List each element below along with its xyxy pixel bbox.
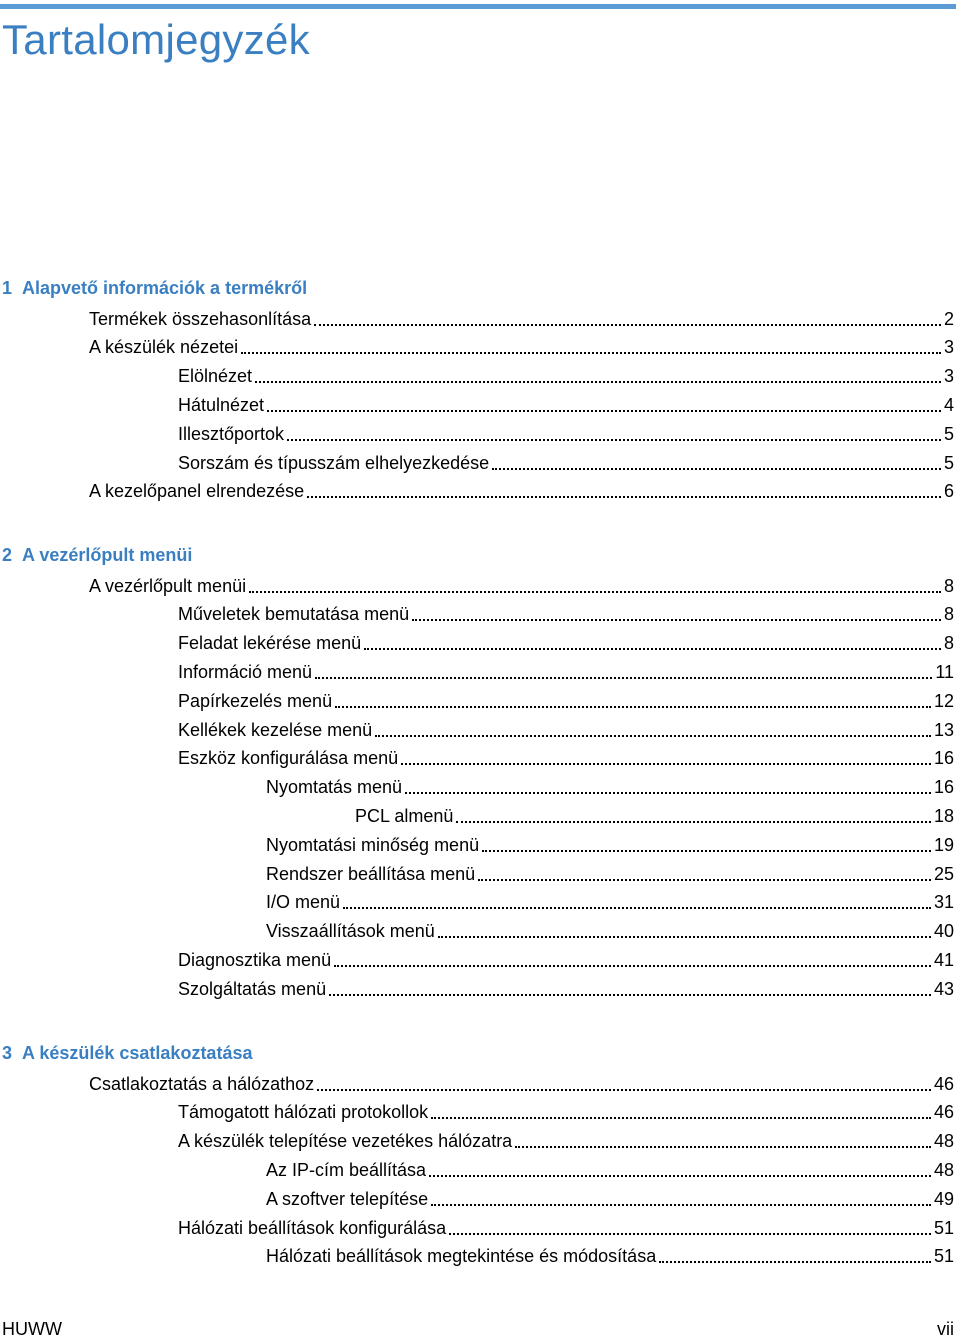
chapter-title: A vezérlőpult menüi — [22, 545, 193, 565]
toc-entry[interactable] — [266, 1157, 954, 1183]
toc-entry-label: A szoftver telepítése — [266, 1188, 429, 1209]
toc-entry-page: 6 — [943, 481, 954, 502]
chapter-title: A készülék csatlakoztatása — [22, 1043, 253, 1063]
toc-entry-page: 48 — [933, 1131, 954, 1152]
toc-entry[interactable] — [355, 803, 954, 829]
toc-entry-label: Információ menü — [178, 661, 313, 682]
toc-entry[interactable] — [89, 1071, 954, 1097]
toc-entry-page: 3 — [943, 337, 954, 358]
toc-entry-page: 5 — [943, 452, 954, 473]
toc-entry-label: Támogatott hálózati protokollok — [178, 1102, 429, 1123]
toc-entry-page: 8 — [943, 575, 954, 596]
chapter-number: 3 — [2, 1043, 13, 1063]
toc-entry-label: A kezelőpanel elrendezése — [89, 481, 305, 502]
dot-leader — [334, 965, 931, 967]
toc-entry[interactable] — [178, 1215, 954, 1241]
top-rule — [0, 4, 956, 9]
dot-leader — [375, 735, 931, 737]
dot-leader — [335, 706, 931, 708]
toc-entry[interactable] — [266, 861, 954, 887]
toc-entry-label: Papírkezelés menü — [178, 690, 333, 711]
toc-entry-label: A vezérlőpult menüi — [89, 575, 247, 596]
toc-entry-label: PCL almenü — [355, 805, 454, 826]
toc-entry[interactable] — [178, 601, 954, 627]
toc-entry[interactable] — [266, 1186, 954, 1212]
toc-entry-page: 11 — [935, 661, 954, 682]
dot-leader — [659, 1261, 931, 1263]
toc-entry-label: Hátulnézet — [178, 394, 265, 415]
toc-entry-page: 4 — [943, 394, 954, 415]
toc-entry-page: 48 — [933, 1159, 954, 1180]
toc-entry-page: 3 — [943, 366, 954, 387]
dot-leader — [314, 324, 941, 326]
toc-entry-label: Hálózati beállítások konfigurálása — [178, 1217, 447, 1238]
toc-entry[interactable] — [178, 1128, 954, 1154]
toc-entry-page: 16 — [933, 777, 954, 798]
toc-entry-page: 51 — [933, 1246, 954, 1267]
toc-entry[interactable] — [178, 630, 954, 656]
dot-leader — [412, 619, 941, 621]
dot-leader — [329, 994, 931, 996]
toc-entry[interactable] — [266, 889, 954, 915]
dot-leader — [249, 591, 941, 593]
toc-entry[interactable] — [178, 1099, 954, 1125]
toc-entry-label: Kellékek kezelése menü — [178, 719, 373, 740]
toc-entry[interactable] — [89, 573, 954, 599]
toc-entry-page: 13 — [933, 719, 954, 740]
toc-entry-label: Rendszer beállítása menü — [266, 863, 476, 884]
dot-leader — [287, 439, 941, 441]
toc-entry-page: 18 — [933, 805, 954, 826]
dot-leader — [431, 1117, 931, 1119]
toc-entry-page: 8 — [943, 633, 954, 654]
toc-entry[interactable] — [178, 976, 954, 1002]
footer-left: HUWW — [2, 1319, 62, 1339]
toc-entry[interactable] — [89, 306, 954, 332]
toc-entry-page: 5 — [943, 423, 954, 444]
page-title: Tartalomjegyzék — [2, 16, 310, 63]
dot-leader — [364, 648, 941, 650]
toc-entry-label: Csatlakoztatás a hálózathoz — [89, 1073, 315, 1094]
toc-entry[interactable] — [266, 918, 954, 944]
toc-entry-label: Szolgáltatás menü — [178, 978, 327, 999]
toc-entry[interactable] — [178, 659, 954, 685]
toc-entry-page: 16 — [933, 748, 954, 769]
toc-entry-page: 2 — [943, 308, 954, 329]
toc-entry[interactable] — [178, 947, 954, 973]
page-footer — [2, 1319, 954, 1339]
toc-entry-label: A készülék telepítése vezetékes hálózatra — [178, 1131, 513, 1152]
toc-entry-page: 43 — [933, 978, 954, 999]
toc-entry-label: Sorszám és típusszám elhelyezkedése — [178, 452, 490, 473]
toc-entry-page: 40 — [933, 921, 954, 942]
dot-leader — [515, 1146, 931, 1148]
chapter-heading[interactable] — [2, 275, 307, 301]
chapter-number: 2 — [2, 545, 13, 565]
dot-leader — [241, 352, 941, 354]
footer-page-number: vii — [937, 1319, 954, 1339]
toc-entry[interactable] — [89, 334, 954, 360]
toc-entry-label: Az IP-cím beállítása — [266, 1159, 427, 1180]
dot-leader — [482, 850, 931, 852]
toc-entry[interactable] — [266, 774, 954, 800]
toc-entry-label: I/O menü — [266, 892, 341, 913]
dot-leader — [438, 936, 931, 938]
toc-entry-page: 46 — [933, 1073, 954, 1094]
toc-entry[interactable] — [178, 717, 954, 743]
dot-leader — [492, 468, 941, 470]
toc-entry-label: Eszköz konfigurálása menü — [178, 748, 399, 769]
toc-entry-label: Nyomtatási minőség menü — [266, 834, 480, 855]
dot-leader — [307, 496, 941, 498]
dot-leader — [255, 381, 941, 383]
toc-entry[interactable] — [178, 450, 954, 476]
toc-entry-label: Hálózati beállítások megtekintése és módosítása — [266, 1246, 657, 1267]
toc-entry-page: 49 — [933, 1188, 954, 1209]
toc-entry-label: A készülék nézetei — [89, 337, 239, 358]
toc-entry[interactable] — [178, 392, 954, 418]
dot-leader — [405, 792, 931, 794]
toc-entry[interactable] — [266, 832, 954, 858]
toc-entry-label: Illesztőportok — [178, 423, 285, 444]
toc-entry[interactable] — [178, 745, 954, 771]
toc-entry-page: 12 — [933, 690, 954, 711]
chapter-heading[interactable] — [2, 1040, 252, 1066]
dot-leader — [315, 677, 932, 679]
toc-entry-label: Elölnézet — [178, 366, 253, 387]
dot-leader — [429, 1175, 931, 1177]
dot-leader — [343, 907, 931, 909]
chapter-number: 1 — [2, 278, 13, 298]
dot-leader — [456, 821, 931, 823]
toc-entry-label: Feladat lekérése menü — [178, 633, 362, 654]
chapter-title: Alapvető információk a termékről — [22, 278, 308, 298]
dot-leader — [431, 1204, 931, 1206]
toc-entry-page: 19 — [933, 834, 954, 855]
dot-leader — [317, 1089, 931, 1091]
dot-leader — [449, 1233, 931, 1235]
chapter-heading[interactable] — [2, 542, 192, 568]
dot-leader — [267, 410, 941, 412]
toc-entry-label: Nyomtatás menü — [266, 777, 403, 798]
toc-entry-label: Műveletek bemutatása menü — [178, 604, 410, 625]
toc-entry-page: 31 — [933, 892, 954, 913]
dot-leader — [401, 763, 931, 765]
dot-leader — [478, 879, 931, 881]
toc-entry[interactable] — [178, 421, 954, 447]
toc-entry-page: 51 — [933, 1217, 954, 1238]
toc-entry-label: Diagnosztika menü — [178, 949, 332, 970]
toc-entry[interactable] — [178, 688, 954, 714]
toc-entry-page: 25 — [933, 863, 954, 884]
toc-entry-page: 41 — [933, 949, 954, 970]
toc-entry-page: 46 — [933, 1102, 954, 1123]
toc-entry[interactable] — [178, 363, 954, 389]
toc-entry[interactable] — [89, 478, 954, 504]
toc-entry[interactable] — [266, 1243, 954, 1269]
toc-entry-page: 8 — [943, 604, 954, 625]
toc-entry-label: Termékek összehasonlítása — [89, 308, 312, 329]
toc-entry-label: Visszaállítások menü — [266, 921, 435, 942]
